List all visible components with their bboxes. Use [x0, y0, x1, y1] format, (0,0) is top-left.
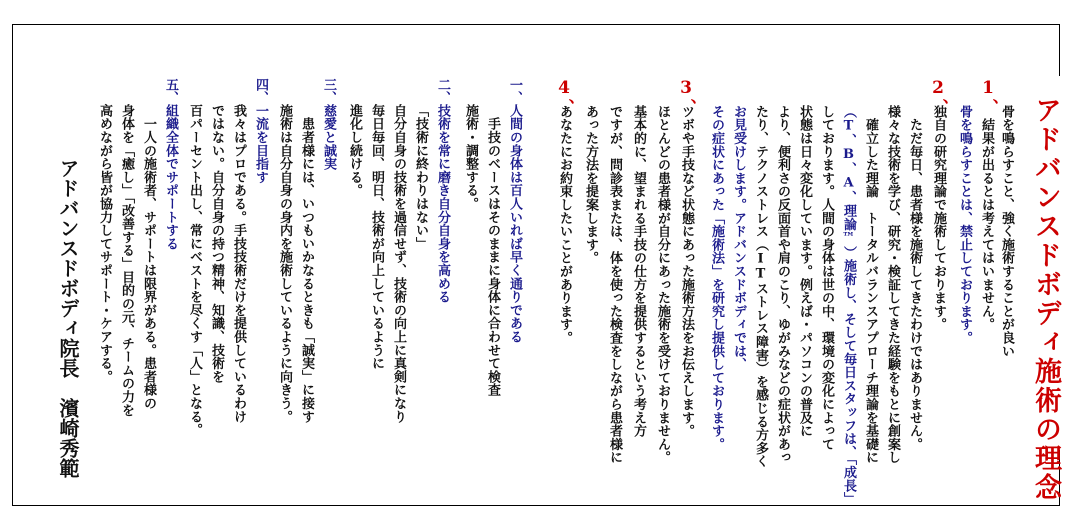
item-2-line-7: しております。人間の身体は世の中、環境の変化によって	[819, 105, 834, 451]
item-2-line-9: より、便利さの反面首や肩のこり、ゆがみなどの症状があっ	[775, 105, 790, 465]
principle-3-number: 三、	[321, 78, 336, 105]
item-3-line-4: ですが、問診表または、体を使った検査をしながら患者様に	[607, 105, 622, 465]
item-2-line-2: 独自の研究理論で施術しております。	[931, 105, 946, 332]
item-2-line-10: たり、テクノストレス（ITストレス障害）を感じる方多く	[753, 105, 768, 469]
principle-2-number: 二、	[435, 78, 450, 105]
item-2-line-8: 状態は日々変化しています。例えば・パソコンの普及に	[797, 105, 812, 438]
principle-4-number: 四、	[253, 78, 268, 105]
item-3-line-1: ツボや手技など状態にあった施術方法をお伝えします。	[679, 105, 694, 438]
item-2-line-12: その症状にあった「施術法」を研究し提供しております。	[709, 105, 724, 451]
principle-1-heading: 人間の身体は百人いれば早く通りである	[507, 104, 522, 344]
item-1-number: 1、	[978, 78, 998, 116]
principle-1-number: 一、	[507, 78, 522, 105]
item-3-line-2: ほとんどの患者様が自分にあった施術を受けておりません。	[655, 105, 670, 465]
principle-2-line-4: 毎日毎回、明日、技術が向上しているように	[369, 104, 384, 370]
principle-2-line-2: 「技術に終わりはない」	[413, 104, 428, 251]
principle-5-heading: 組織全体でサポートする	[163, 104, 178, 251]
item-3-number: 3、	[676, 78, 696, 116]
item-2-line-4: 様々な技術を学び、研究・検証してきた経験をもとに創案し	[885, 105, 900, 465]
item-1-line-2: 結果が出るとは考えてはいません。	[979, 105, 994, 332]
principle-1-line-3: 施術・調整する。	[463, 104, 478, 211]
principle-2-heading: 技術を常に磨き自分自身を高める	[435, 104, 450, 304]
principle-2-line-3: 自分自身の技術を過信せず、技術の向上に真剣になり	[391, 104, 406, 424]
frame-left-line	[12, 24, 13, 505]
principle-4-line-3: ではない。自分自身の持つ精神、知識、技術を	[209, 104, 224, 384]
frame-top-line	[12, 24, 1060, 25]
item-2-line-6: （T、B、A、理論™）施術し、そして毎日スタッフは、「成長」	[841, 105, 856, 506]
item-4-line-1: あなたにお約束したいことがあります。	[557, 105, 572, 345]
document-title: アドバンスドボディ施術の理念	[1030, 96, 1062, 502]
principle-4-line-2: 我々はプロである。手技技術だけを提供しているわけ	[231, 104, 246, 424]
item-2-line-3: ただ毎日、患者様を施術してきたわけではありません。	[907, 105, 922, 451]
principle-4-heading: 一流を目指す	[253, 104, 268, 184]
item-2-number: 2、	[928, 78, 948, 116]
item-3-line-5: あった方法を提案します。	[583, 105, 598, 265]
signature: アドバンスドボディ院長 濱崎秀範	[56, 158, 80, 478]
item-2-line-5: 確立した理論 トータルバランスアプローチ理論を基礎に	[863, 105, 878, 465]
principle-5-line-4: 高めながら皆が協力してサポート・ケアする。	[97, 104, 112, 384]
principle-4-line-4: 百パーセント出し、常にベストを尽くす「人」となる。	[187, 104, 202, 437]
principle-1-line-2: 手技のベースはそのままに身体に合わせて検査	[485, 104, 500, 397]
item-3-line-3: 基本的に、望まれる手技の仕方を提供するという考え方	[631, 105, 646, 438]
principle-5-number: 五、	[163, 78, 178, 105]
principle-3-heading: 慈愛と誠実	[321, 104, 336, 171]
frame-right-line-top	[1059, 24, 1060, 76]
item-1-line-1: 骨を鳴らすこと、強く施術することが良い	[999, 105, 1014, 358]
principle-5-line-3: 身体を「癒し」「改善する」目的の元、チームの力を	[119, 104, 134, 417]
item-4-number: 4、	[554, 78, 574, 116]
item-2-line-1: 骨を鳴らすことは、禁止しております。	[957, 105, 972, 345]
principle-3-line-3: 施術は自分自身の身内を施術しているように向きう。	[277, 104, 292, 424]
principle-5-line-2: 一人の施術者、サポートは限界がある。患者様の	[141, 104, 156, 410]
principle-2-line-5: 進化し続ける。	[347, 104, 362, 198]
principle-3-line-2: 患者様には、いつもいかなるときも「誠実」に接す	[299, 104, 314, 424]
frame-bottom-line	[12, 505, 1060, 506]
item-2-line-11: お見受けします。アドバンスドボディでは、	[731, 105, 746, 371]
